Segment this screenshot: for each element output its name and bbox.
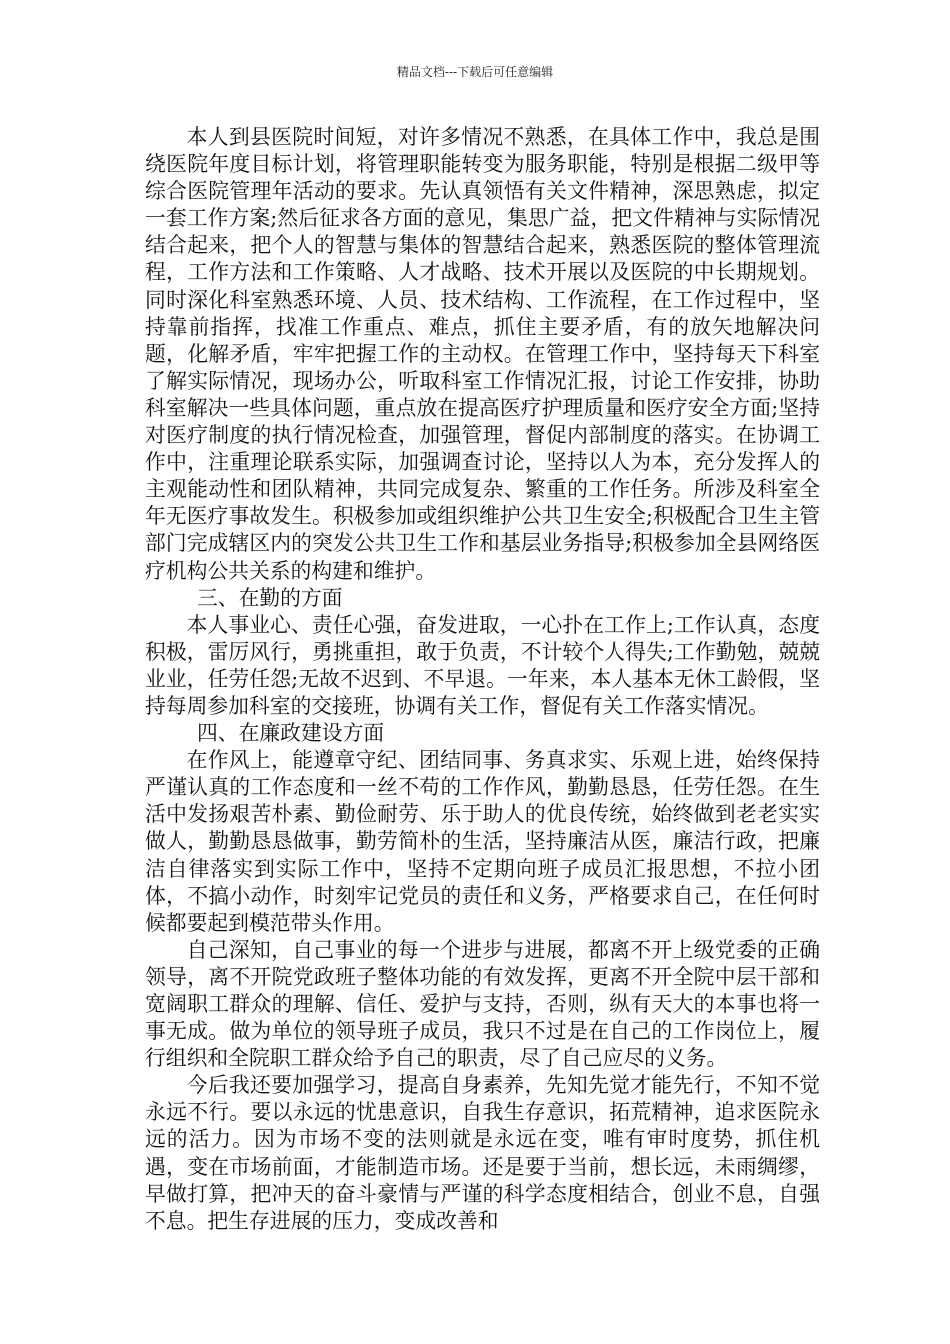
section-heading-integrity: 四、在廉政建设方面 xyxy=(197,721,385,746)
paragraph-integrity: 在作风上，能遵章守纪、团结同事、务真求实、乐观上进，始终保持严谨认真的工作态度和一丝不苟的工作作风，勤勤恳恳，任劳任怨。在生活中发扬艰苦朴素、勤俭耐劳、乐于助人的优良传统，始终做到老老实实做人，勤勤恳恳做事，勤劳简朴的生活，坚持廉洁从医，廉洁行政，把廉洁自律落实到实际工作中，坚持不定期向班子成员汇报思想，不拉小团体，不搞小动作，时刻牢记党员的责任和义务，严格要求自己，在任何时候都要起到模范带头作用。 xyxy=(145,748,820,935)
paragraph-diligence: 本人事业心、责任心强，奋发进取，一心扑在工作上;工作认真，态度积极，雷厉风行，勇挑重担，敢于负责，不计较个人得失;工作勤勉，兢兢业业，任劳任怨;无故不迟到、不早退。一年来，本人基本无休工龄假，坚持每周参加科室的交接班，协调有关工作，督促有关工作落实情况。 xyxy=(145,612,820,718)
document-body xyxy=(145,124,820,1235)
paragraph-future-plans: 今后我还要加强学习，提高自身素养，先知先觉才能先行，不知不觉永远不行。要以永远的忧患意识，自我生存意识，拓荒精神，追求医院永远的活力。因为市场不变的法则就是永远在变，唯有审时度势，抓住机遇，变在市场前面，才能制造市场。还是要于当前，想长远，未雨绸缪，早做打算，把冲天的奋斗豪情与严谨的科学态度相结合，创业不息，自强不息。把生存进展的压力，变成改善和 xyxy=(145,1073,820,1233)
section-heading-diligence: 三、在勤的方面 xyxy=(197,585,343,610)
page-header: 精品文档---下载后可任意编辑 xyxy=(396,65,554,79)
paragraph-gratitude: 自己深知，自己事业的每一个进步与进展，都离不开上级党委的正确领导，离不开院党政班子整体功能的有效发挥，更离不开全院中层干部和宽阔职工群众的理解、信任、爱护与支持，否则，纵有天大的本事也将一事无成。做为单位的领导班子成员，我只不过是在自己的工作岗位上，履行组织和全院职工群众给予自己的职责，尽了自己应尽的义务。 xyxy=(145,937,820,1071)
paragraph-work-summary: 本人到县医院时间短，对许多情况不熟悉，在具体工作中，我总是围绕医院年度目标计划，将管理职能转变为服务职能，特别是根据二级甲等综合医院管理年活动的要求。先认真领悟有关文件精神，深思熟虑，拟定一套工作方案;然后征求各方面的意见，集思广益，把文件精神与实际情况结合起来，把个人的智慧与集体的智慧结合起来，熟悉医院的整体管理流程，工作方法和工作策略、人才战略、技术开展以及医院的中长期规划。同时深化科室熟悉环境、人员、技术结构、工作流程，在工作过程中，坚持靠前指挥，找准工作重点、难点，抓住主要矛盾，有的放矢地解决问题，化解矛盾，牢牢把握工作的主动权。在管理工作中，坚持每天下科室了解实际情况，现场办公，听取科室工作情况汇报，讨论工作安排，协助科室解决一些具体问题，重点放在提高医疗护理质量和医疗安全方面;坚持对医疗制度的执行情况检查，加强管理，督促内部制度的落实。在协调工作中，注重理论联系实际，加强调查讨论，坚持以人为本，充分发挥人的主观能动性和团队精神，共同完成复杂、繁重的工作任务。所涉及科室全年无医疗事故发生。积极参加或组织维护公共卫生安全;积极配合卫生主管部门完成辖区内的突发公共卫生工作和基层业务指导;积极参加全县网络医疗机构公共关系的构建和维护。 xyxy=(145,125,820,583)
